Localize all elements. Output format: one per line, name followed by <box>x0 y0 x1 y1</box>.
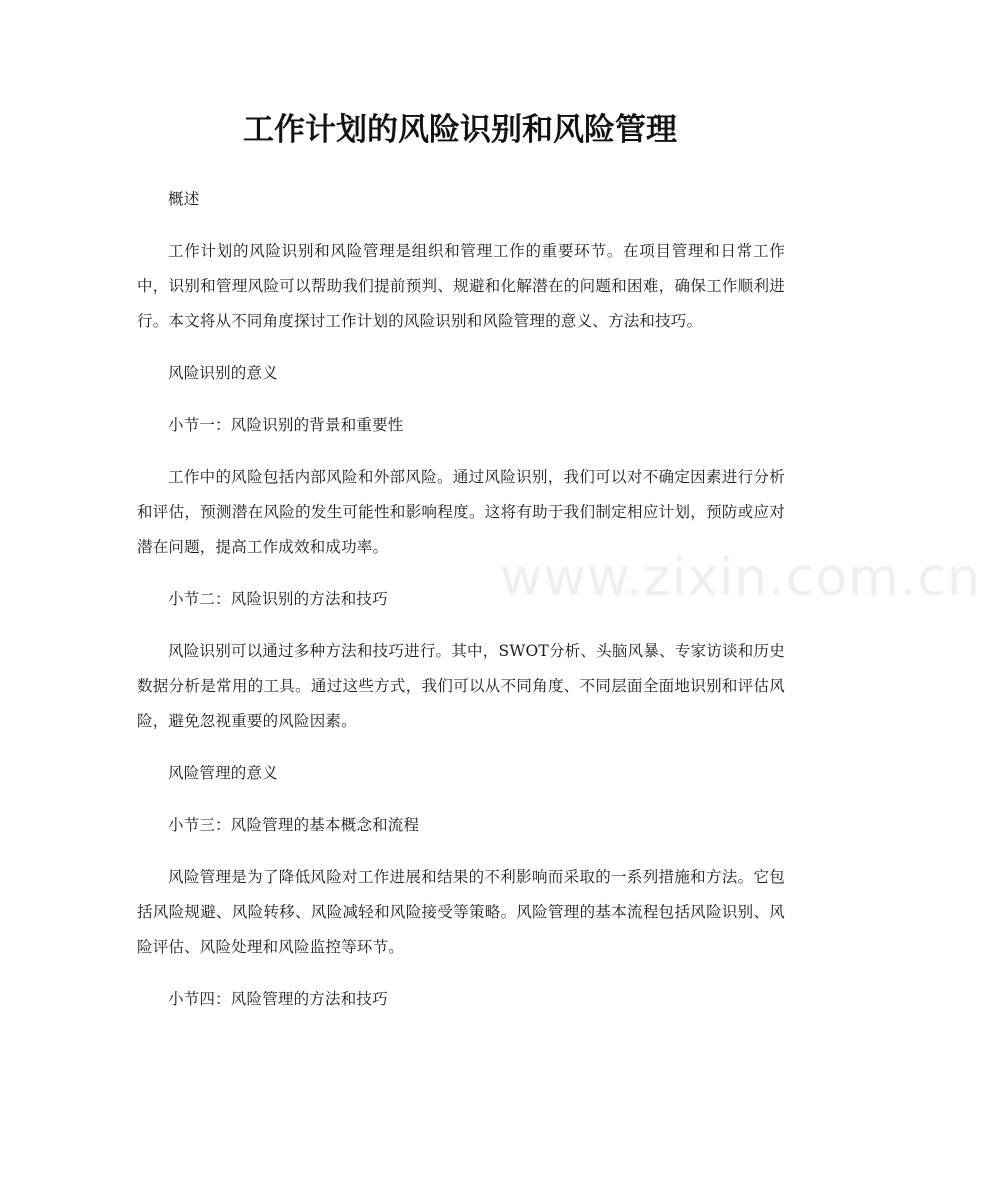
section-heading-risk-identification: 风险识别的意义 <box>168 364 278 382</box>
paragraph-overview: 工作计划的风险识别和风险管理是组织和管理工作的重要环节。在项目管理和日常工作中，识别和管理风险可以帮助我们提前预判、规避和化解潜在的问题和困难，确保工作顺利进行。本文将从不同角度探讨工作计划的风险识别和风险管理的意义、方法和技巧。 <box>137 242 785 330</box>
document-body <box>137 182 785 1034</box>
subsection-heading-4: 小节四：风险管理的方法和技巧 <box>168 990 388 1008</box>
watermark: www.zixin.com.cn <box>500 548 981 608</box>
subsection-heading-2: 小节二：风险识别的方法和技巧 <box>168 590 388 608</box>
subsection-heading-1: 小节一：风险识别的背景和重要性 <box>168 416 404 434</box>
section-heading-risk-management: 风险管理的意义 <box>168 764 278 782</box>
subsection-heading-3: 小节三：风险管理的基本概念和流程 <box>168 816 420 834</box>
paragraph-subsection-2: 风险识别可以通过多种方法和技巧进行。其中，SWOT分析、头脑风暴、专家访谈和历史数据分析是常用的工具。通过这些方式，我们可以从不同角度、不同层面全面地识别和评估风险，避免忽视重要的风险因素。 <box>137 642 785 730</box>
document-title: 工作计划的风险识别和风险管理 <box>243 112 677 148</box>
section-heading-overview: 概述 <box>168 190 200 208</box>
paragraph-subsection-3: 风险管理是为了降低风险对工作进展和结果的不利影响而采取的一系列措施和方法。它包括风险规避、风险转移、风险减轻和风险接受等策略。风险管理的基本流程包括风险识别、风险评估、风险处理和风险监控等环节。 <box>137 868 785 956</box>
paragraph-subsection-1: 工作中的风险包括内部风险和外部风险。通过风险识别，我们可以对不确定因素进行分析和评估，预测潜在风险的发生可能性和影响程度。这将有助于我们制定相应计划，预防或应对潜在问题，提高工作成效和成功率。 <box>137 468 785 556</box>
